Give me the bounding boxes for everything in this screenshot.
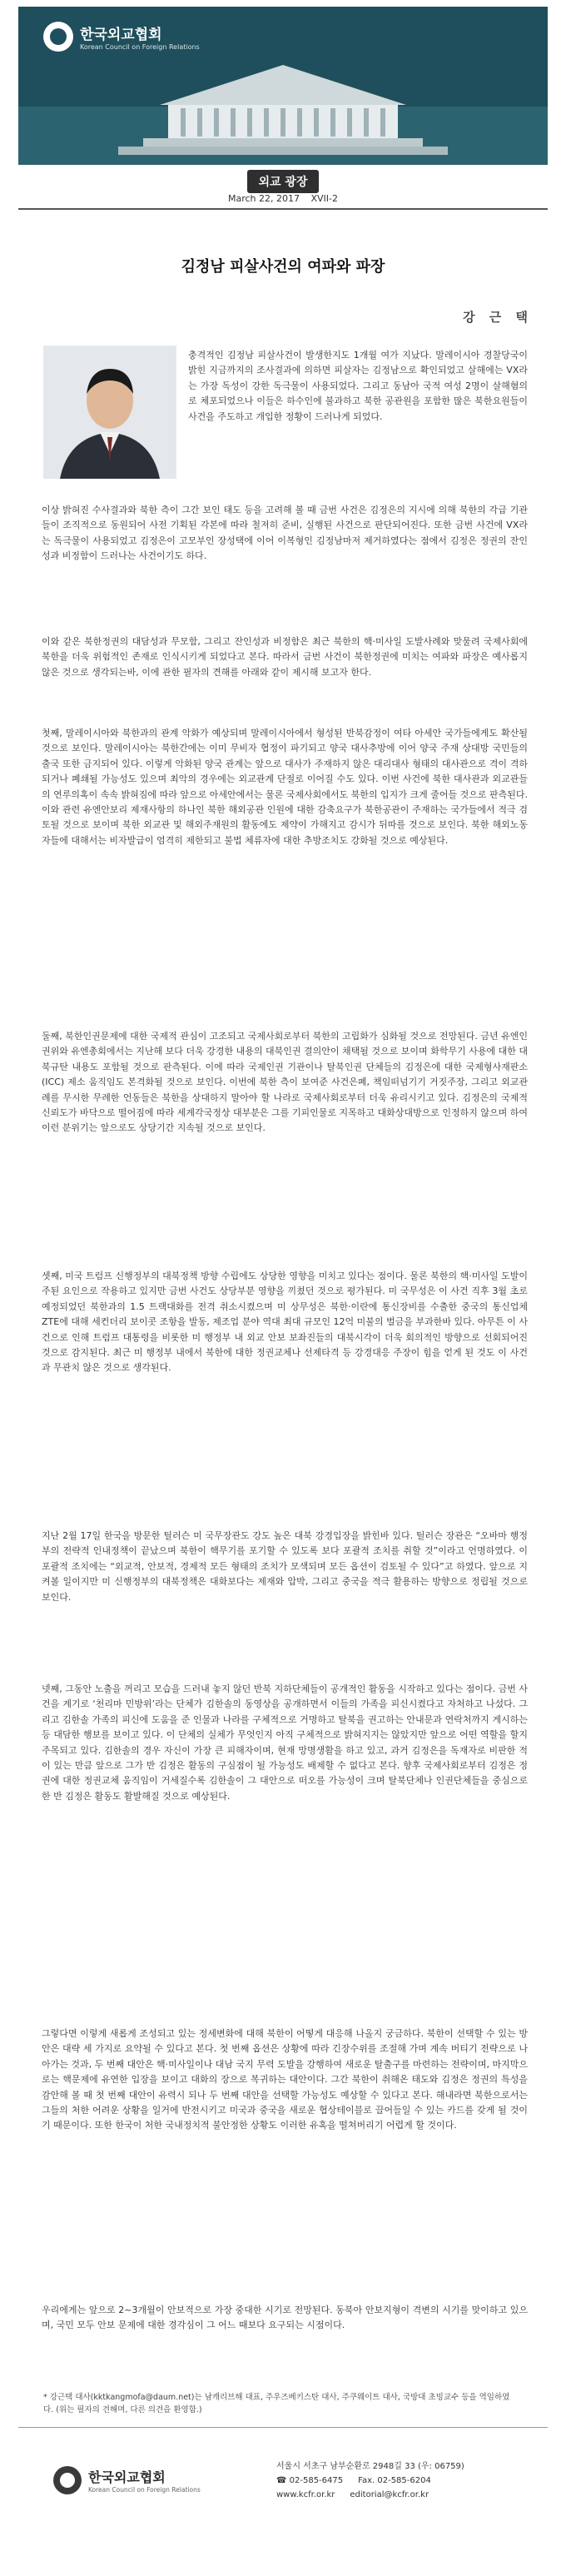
issue-line [0, 193, 566, 204]
footer-org-name-ko: 한국외교협회 [88, 2469, 166, 2485]
header-banner [18, 7, 548, 165]
footer-logo [53, 2466, 201, 2494]
author-portrait-icon [43, 346, 176, 479]
footer-address: 서울시 서초구 남부순환로 2948길 33 (우: 06759) [276, 2462, 464, 2471]
article-paragraph: 이상 밝혀진 수사결과와 북한 측이 그간 보인 태도 등을 고려해 볼 때 금번 사건은 김정은의 지시에 의해 북한의 각급 기관들이 조직적으로 동원되어 사전 기획된 각본에 따라 철저히 준비, 실행된 사건으로 판단되어진다. 또한 금번 사건에 VX라는 독극물이 사용되었고 김정은이 고모부인 장성택에 이어 이복형인 김정남마저 제거하였다는 점에서 김정은 정권의 잔인성과 비정함이 드러나는 사건이기도 하다. [42, 505, 528, 562]
footer-org-name-en: Korean Council on Foreign Relations [88, 2486, 201, 2494]
article-paragraph: 충격적인 김정남 피살사건이 발생한지도 1개월 여가 지났다. 말레이시아 경찰당국이 밝힌 지금까지의 조사결과에 의하면 피살자는 김정남으로 확인되었고 살해에는 VX라는 가장 독성이 강한 독극물이 사용되었다. 그리고 동남아 국적 여성 2명이 살해혐의로 체포되었으나 이들은 하수인에 불과하고 북한 공관원을 포함한 많은 북한요원들이 사건을 주도하고 개입한 정황이 드러나게 되었다. [188, 350, 528, 422]
footer-website[interactable]: www.kcfr.or.kr [276, 2490, 335, 2499]
article-paragraph: 넷째, 그동안 노출을 꺼리고 모습을 드러내 놓지 않던 반북 지하단체들이 공개적인 활동을 시작하고 있다는 점이다. 금번 사건을 계기로 ‘천리마 민방위’라는 단체가 김한솔의 동영상을 공개하면서 이들의 가족을 피신시켰다고 자처하고 나섰다. 그리고 김한솔 가족의 피신에 도움을 준 인물과 나라를 구체적으로 거명하고 탈북을 권고하는 안내문과 연락처까지 게시하는 등 대담한 행보를 보이고 있다. 이 단체의 실체가 무엇인지 아직 구체적으로 밝혀지지는 않았지만 앞으로 어떤 역할을 할지 주목되고 있다. 김한솔의 경우 자신이 가장 큰 피해자이며, 현재 망명생활을 하고 있고, 과거 김정은을 독재자로 비판한 적이 있는 만큼 앞으로 그가 반 김정은 활동의 구심점이 될 가능성도 배제할 수 없다고 본다. 향후 국제사회로부터 김정은 정권에 대한 정권교체 움직임이 거세질수록 김한솔이 그 대안으로 떠오를 가능성이 크며 탈북단체나 인권단체들을 중심으로 한 반 김정은 활동도 활발해질 것으로 예상된다. [42, 1683, 528, 1802]
article-paragraph: 우리에게는 앞으로 2~3개월이 안보적으로 가장 중대한 시기로 전망된다. 동북아 안보지형이 격변의 시기를 맞이하고 있으며, 국민 모두 안보 문제에 대한 경각심이 그 어느 때보다 요구되는 시점이다. [42, 2305, 528, 2331]
kcfr-logo-icon [53, 2466, 82, 2494]
kcfr-logo-icon [43, 22, 73, 52]
article-paragraph: 지난 2월 17일 한국을 방문한 틸러슨 미 국무장관도 강도 높은 대북 강경입장을 밝힌바 있다. 틸러슨 장관은 “오바마 행정부의 전략적 인내정책이 끝났으며 북한이 핵무기를 포기할 수 있도록 보다 포괄적 조치를 취할 것”이라고 언명하였다. 이 포괄적 조치에는 “외교적, 안보적, 경제적 모든 형태의 조치가 모색되며 모든 옵션이 검토될 수 있다”고 하였다. 앞으로 지켜볼 일이지만 미 신행정부의 대북정책은 대화보다는 제재와 압박, 그리고 중국을 적극 활용하는 방향으로 정립될 것으로 보인다. [42, 1530, 528, 1603]
article-title: 김정남 피살사건의 여파와 파장 [181, 258, 385, 276]
author-footnote: * 강근택 대사(kktkangmofa@daum.net)는 남캐리브해 대표, 주우즈베키스탄 대사, 주쿠웨이트 대사, 국방대 초빙교수 등을 역임하였다. (위는 필자의 견해며, 다른 의견을 환영함.) [43, 2393, 510, 2414]
org-name-en: Korean Council on Foreign Relations [80, 43, 200, 51]
org-name-ko: 한국외교협회 [80, 27, 162, 43]
issue-date: March 22, 2017 [227, 193, 300, 204]
article-author: 강 근 택 [463, 310, 533, 325]
article-paragraph: 둘째, 북한인권문제에 대한 국제적 관심이 고조되고 국제사회로부터 북한의 고립화가 심화될 것으로 전망된다. 금년 유엔인권위와 유엔총회에서는 지난해 보다 더욱 강경한 내용의 대북인권 결의안이 채택될 것으로 보이며 화학무기 사용에 대한 대북규탄 내용도 포함될 것으로 판측된다. 이에 따라 국제인권 기관이나 탈북인권 단체들의 김정은에 대한 국제형사재판소(ICC) 제소 움직임도 본격화될 것으로 보인다. 이번에 북한 측이 보여준 사건은폐, 책임떠넘기기 거짓주장, 그리고 외교관례를 무시한 무례한 언동들은 북한을 상대하지 말아야 할 나라로 국제사회로부터 더욱 유리시키고 있다. 김정은의 국제적 신뢰도가 바닥으로 떨어짐에 따라 세계각국정상 대부분은 그를 기피인물로 지목하고 대화상대방으로 인정하지 않으며 하여 이런 분위기는 앞으로도 상당기간 지속될 것으로 보인다. [42, 1031, 528, 1134]
header-divider [18, 208, 548, 210]
article-paragraph: 이와 같은 북한정권의 대담성과 무모함, 그리고 잔인성과 비정함은 최근 북한의 핵·미사일 도발사례와 맞물려 국제사회에 북한을 더욱 위험적인 존재로 인식시키게 되었다고 본다. 따라서 금번 사건이 북한정권에 미치는 여파와 파장은 예사롭지 않은 것으로 생각되는바, 이에 관한 필자의 견해를 아래와 같이 제시해 보고자 한다. [42, 636, 528, 678]
article-paragraph: 그렇다면 이렇게 새롭게 조성되고 있는 정세변화에 대해 북한이 어떻게 대응해 나올지 궁금하다. 북한이 선택할 수 있는 방안은 대략 세 가지로 요약될 수 있다고 본다. 첫 번째 옵션은 상황에 따라 긴장수위를 조절해 가며 계속 버티기 전략으로 나아가는 것과, 두 번째 대안은 핵·미사일이나 대남 국지 무력 도발을 강행하여 새로운 탈출구를 마련하는 전략이며, 마지막으로는 핵문제에 유연한 입장을 보이고 대화의 장으로 복귀하는 대안이다. 그간 북한이 취해온 태도와 김정은 정권의 특성을 감안해 볼 때 첫 번째 대안이 유력시 되나 두 번째 대안을 선택할 가능성도 예상할 수 있다고 본다. 해내라면 북한으로서는 그들의 처한 어려운 상황을 일거에 반전시키고 미국과 중국을 새로운 협상테이블로 끌어들일 수 있는 카드를 갖게 될 것이기 때문이다. 또한 한국이 처한 국내정치적 불안정한 상황도 이러한 유혹을 떨쳐버리기 어렵게 할 것이다. [42, 2028, 528, 2131]
issue-number: XVII-2 [310, 193, 339, 204]
footer-phone: ☎ 02-585-6475 [276, 2476, 344, 2485]
footer-fax: Fax. 02-585-6204 [358, 2476, 431, 2485]
newsletter-title: 외교 광장 [0, 170, 566, 193]
footer-divider [18, 2427, 548, 2428]
footer-email[interactable]: editorial@kcfr.or.kr [350, 2490, 429, 2499]
author-photo [43, 346, 176, 479]
article-paragraph: 첫째, 말레이시아와 북한과의 관계 악화가 예상되며 말레이시아에서 형성된 반북감정이 여타 아세안 국가들에게도 확산될 것으로 보인다. 말레이시아는 북한간에는 이미 무비자 협정이 파기되고 양국 대사추방에 이어 양국 주재 상대방 국민들의 출국 또한 금지되어 있다. 이렇게 악화된 양국 관계는 앞으로 대사가 주재하지 않은 대리대사 형태의 대사관으로 격이 격하되거나 폐쇄될 가능성도 있으며 최악의 경우에는 외교관계 단절로 이어질 수도 있다. 이번 사건에 북한 대사관과 외교관들의 연루의혹이 속속 밝혀짐에 따라 앞으로 아세안에서는 물론 국제사회에서도 북한의 입지가 크게 줄어들 것으로 판측된다. 이와 관련 유엔안보리 제재사항의 하나인 북한 해외공관 인원에 대한 감축요구가 북한공관이 주재하는 국가들에서 적극 검토될 것으로 보이며 북한 외교관 및 해외주재원의 활동에도 제약이 가해지고 감시가 뒤따를 것으로 보인다. 북한 해외노동자들에 대해서는 비자발급이 엄격히 제한되고 불법 체류자에 대한 추방조치도 강화될 것으로 예상된다. [42, 728, 528, 846]
header-logo [43, 22, 200, 52]
footer-contact [276, 2459, 464, 2502]
article-paragraph: 셋째, 미국 트럼프 신행정부의 대북정책 방향 수립에도 상당한 영향을 미치고 있다는 점이다. 물론 북한의 핵·미사일 도발이 주된 요인으로 작용하고 있지만 금번 사건도 상당부분 영향을 끼쳤던 것으로 평가된다. 미 국무성은 이 사건 직후 3월 초로 예정되었던 북한과의 1.5 트랙대화를 전격 취소시켰으며 미 상무성은 북한·이란에 통신장비를 수출한 중국의 통신업체 ZTE에 대해 세컨더리 보이콧 조항을 발동, 제조업 분야 역대 최대 규모인 12억 미불의 벌금을 부과한바 있다. 아무튼 이 사건으로 인해 트럼프 대통령을 비롯한 미 행정부 내 외교 안보 보좌진들의 대북시각이 더욱 회의적인 방향으로 선회되어진 것으로 감지된다. 최근 미 행정부 내에서 북한에 대한 정권교체나 선제타격 등 강경대응 주장이 힘을 얻게 된 것도 이 사건과 무관치 않은 것으로 생각된다. [42, 1271, 528, 1374]
footer [18, 2433, 548, 2533]
